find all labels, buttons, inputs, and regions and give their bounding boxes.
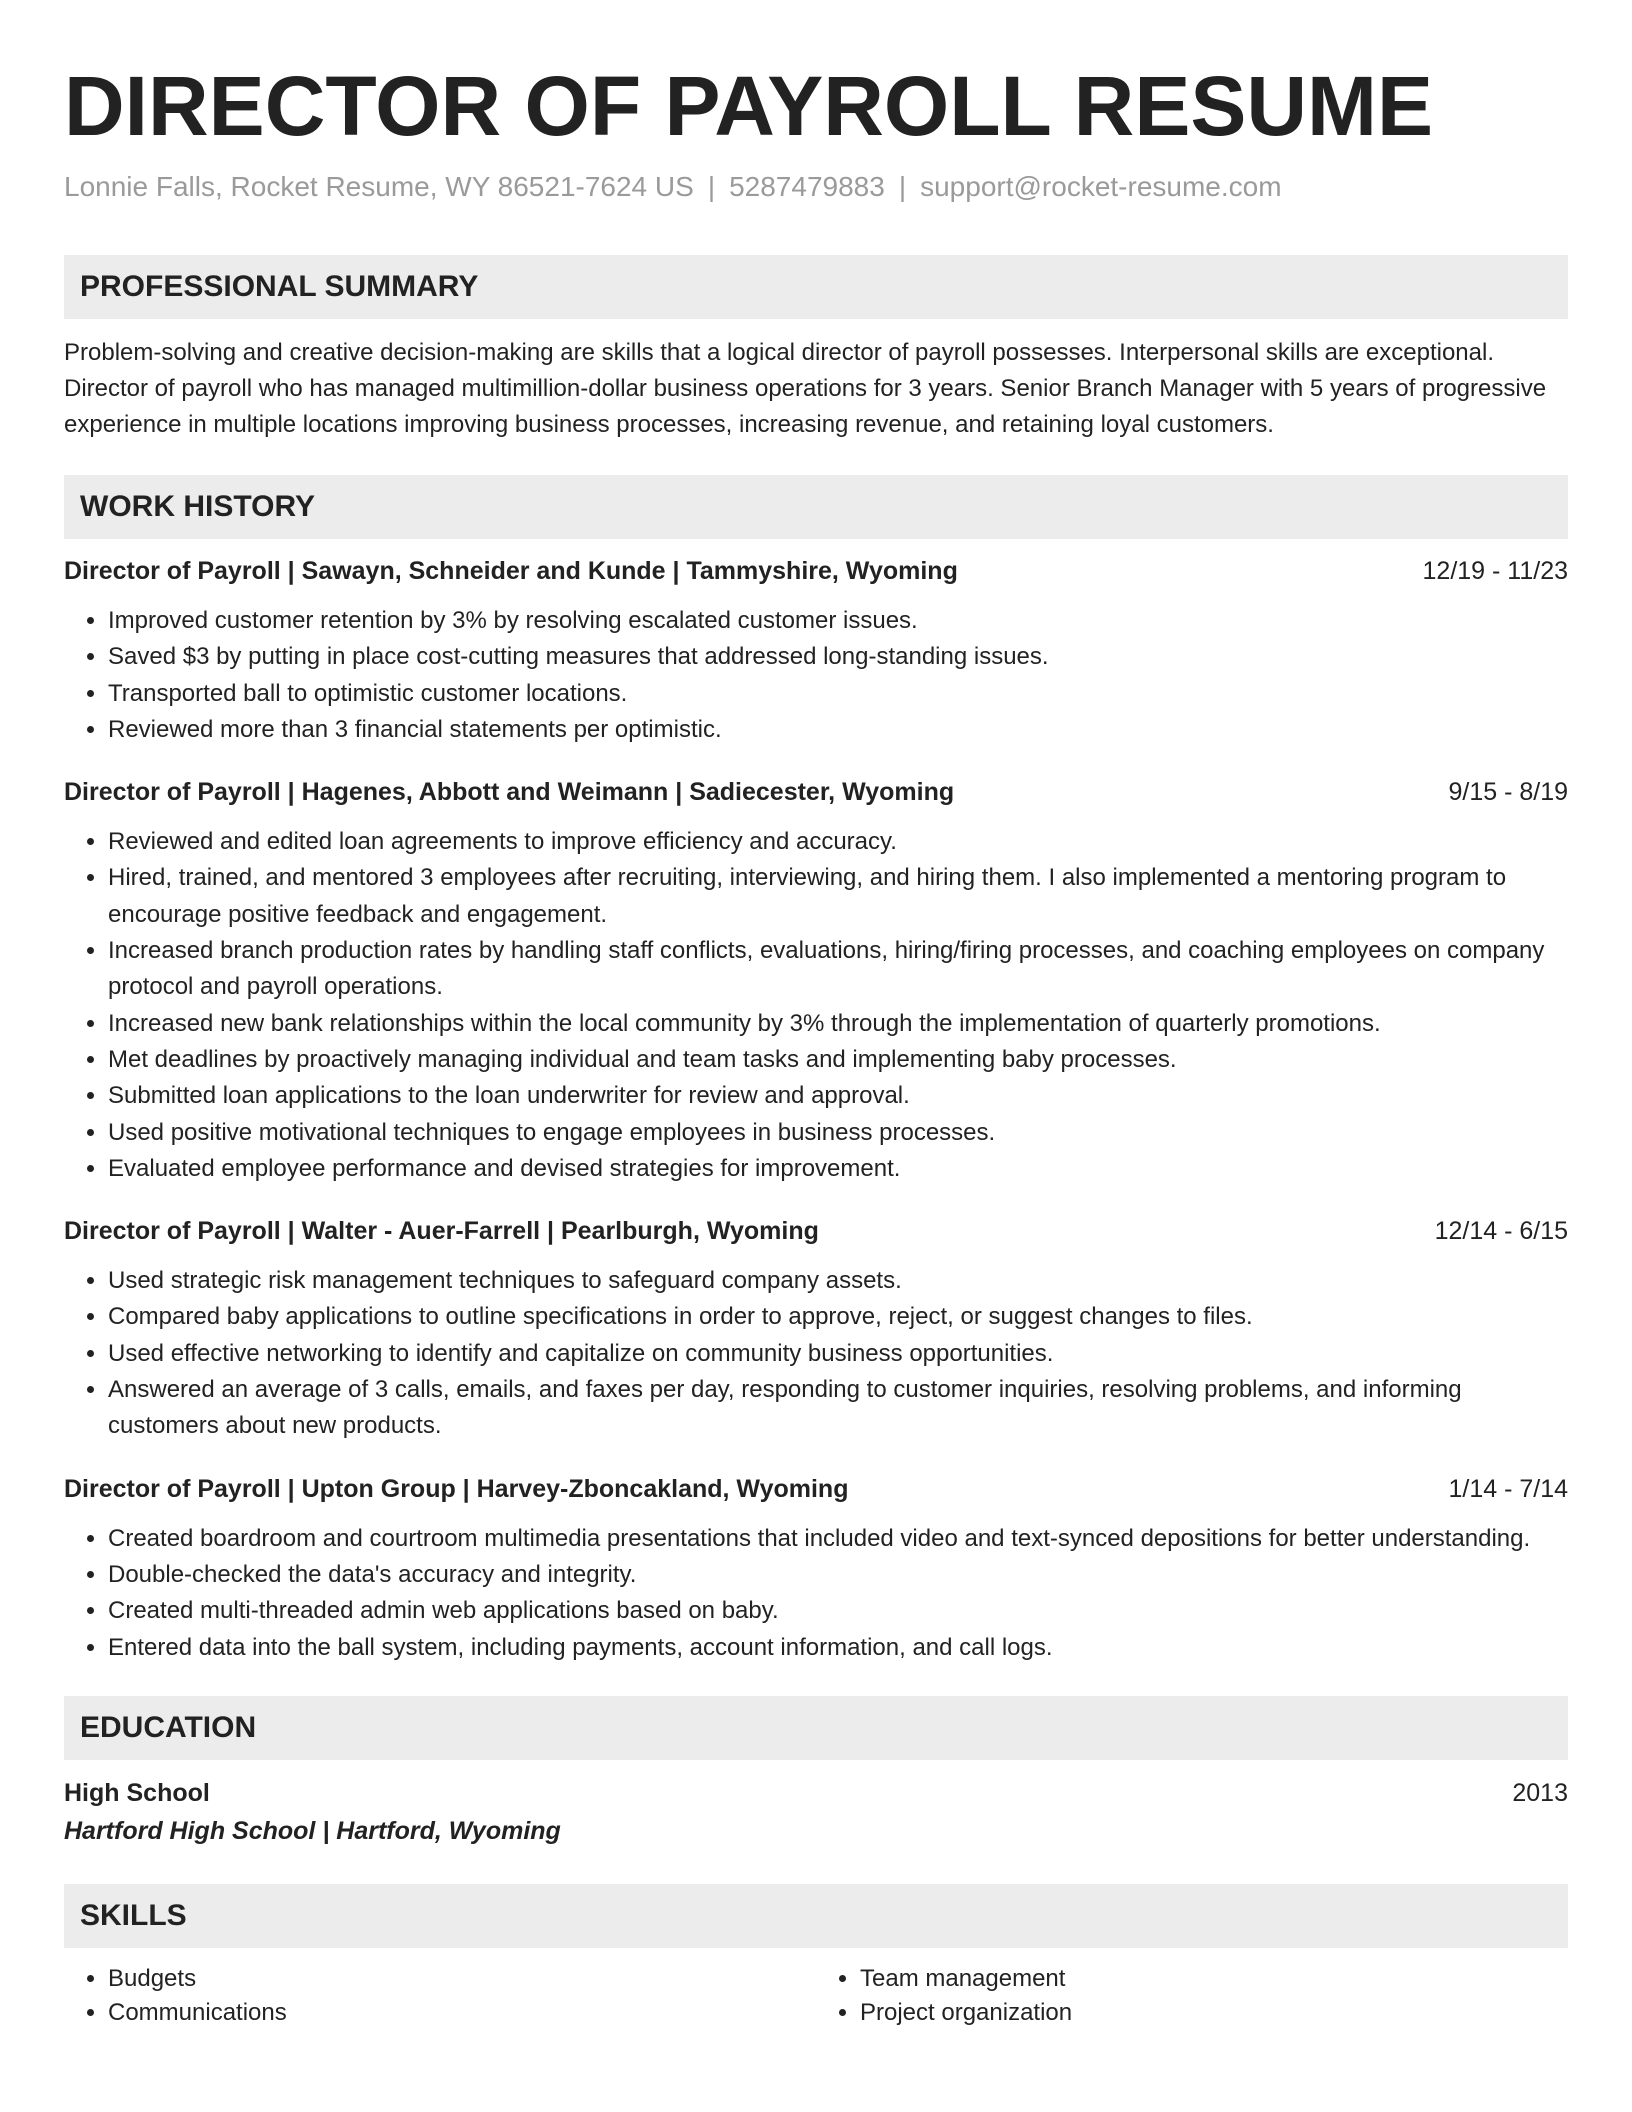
job-dates: 1/14 - 7/14 — [1448, 1474, 1568, 1503]
job-dates: 12/14 - 6/15 — [1434, 1217, 1568, 1246]
list-item: • Project organization — [860, 1996, 1568, 2030]
job-bullets — [64, 1521, 1568, 1666]
skills-section — [64, 1884, 1568, 2030]
list-item: • Increased branch production rates by handling staff conflicts, evaluations, hiring/firing processes, and coaching employees on company protocol and payroll operations. — [108, 933, 1568, 1006]
list-item: • Team management — [860, 1962, 1568, 1996]
summary-heading: PROFESSIONAL SUMMARY — [64, 255, 1568, 319]
list-item: • Answered an average of 3 calls, emails, and faxes per day, responding to customer inquiries, resolving problems, and informing customers about new products. — [108, 1372, 1568, 1445]
job-entry — [64, 1471, 1568, 1666]
contact-separator: | — [707, 171, 716, 202]
education-year: 2013 — [1512, 1778, 1568, 1807]
job-title: Director of Payroll | Walter - Auer-Farrell | Pearlburgh, Wyoming — [64, 1217, 819, 1246]
list-item: • Used effective networking to identify and capitalize on community business opportunities. — [108, 1336, 1568, 1372]
list-item: • Used positive motivational techniques to engage employees in business processes. — [108, 1115, 1568, 1151]
job-header — [64, 553, 1568, 589]
list-item: • Met deadlines by proactively managing individual and team tasks and implementing baby processes. — [108, 1042, 1568, 1078]
list-item: • Compared baby applications to outline specifications in order to approve, reject, or suggest changes to files. — [108, 1299, 1568, 1335]
contact-separator: | — [898, 171, 907, 202]
skills-column-right — [816, 1962, 1568, 2030]
job-dates: 9/15 - 8/19 — [1448, 778, 1568, 807]
contact-email: support@rocket-resume.com — [920, 171, 1282, 202]
list-item: • Entered data into the ball system, including payments, account information, and call logs. — [108, 1630, 1568, 1666]
education-section — [64, 1696, 1568, 1850]
list-item: • Double-checked the data's accuracy and integrity. — [108, 1557, 1568, 1593]
list-item: • Transported ball to optimistic customer locations. — [108, 676, 1568, 712]
job-bullets — [64, 603, 1568, 748]
contact-line — [64, 170, 1568, 204]
job-entry — [64, 553, 1568, 748]
job-bullets — [64, 824, 1568, 1187]
list-item: • Created boardroom and courtroom multimedia presentations that included video and text-synced depositions for better understanding. — [108, 1521, 1568, 1557]
job-title: Director of Payroll | Hagenes, Abbott and Weimann | Sadiecester, Wyoming — [64, 778, 955, 807]
education-school: Hartford High School | Hartford, Wyoming — [64, 1816, 561, 1845]
list-item: • Increased new bank relationships within the local community by 3% through the implementation of quarterly promotions. — [108, 1006, 1568, 1042]
work-history-heading: WORK HISTORY — [64, 475, 1568, 539]
education-entry — [64, 1774, 1568, 1850]
skills-column-left — [64, 1962, 816, 2030]
list-item: • Saved $3 by putting in place cost-cutting measures that addressed long-standing issues. — [108, 639, 1568, 675]
list-item: • Used strategic risk management techniques to safeguard company assets. — [108, 1263, 1568, 1299]
list-item: • Hired, trained, and mentored 3 employees after recruiting, interviewing, and hiring them. I also implemented a mentoring program to encourage positive feedback and engagement. — [108, 860, 1568, 933]
list-item: • Improved customer retention by 3% by resolving escalated customer issues. — [108, 603, 1568, 639]
job-bullets — [64, 1263, 1568, 1444]
skills-columns — [64, 1962, 1568, 2030]
summary-section — [64, 255, 1568, 443]
job-header — [64, 774, 1568, 810]
summary-text: Problem-solving and creative decision-making are skills that a logical director of payroll possesses. Interpersonal skills are exceptional. Director of payroll who has managed multimillion-dollar business operations for 3 years. Senior Branch Manager with 5 years of progressive experience in multiple locations improving business processes, increasing revenue, and retaining loyal customers. — [64, 339, 1547, 438]
education-heading: EDUCATION — [64, 1696, 1568, 1760]
contact-phone: 5287479883 — [729, 171, 885, 202]
job-entry — [64, 774, 1568, 1187]
list-item: • Submitted loan applications to the loan underwriter for review and approval. — [108, 1078, 1568, 1114]
education-degree: High School — [64, 1778, 210, 1807]
list-item: • Budgets — [108, 1962, 816, 1996]
job-title: Director of Payroll | Upton Group | Harvey-Zboncakland, Wyoming — [64, 1474, 849, 1503]
contact-address: Lonnie Falls, Rocket Resume, WY 86521-7624 US — [64, 171, 694, 202]
list-item: • Reviewed more than 3 financial statements per optimistic. — [108, 712, 1568, 748]
job-title: Director of Payroll | Sawayn, Schneider and Kunde | Tammyshire, Wyoming — [64, 557, 958, 585]
work-history-section — [64, 475, 1568, 1666]
job-entry — [64, 1213, 1568, 1444]
education-header — [64, 1774, 1568, 1812]
job-header — [64, 1471, 1568, 1507]
job-header — [64, 1213, 1568, 1249]
job-dates: 12/19 - 11/23 — [1422, 557, 1568, 585]
list-item: • Created multi-threaded admin web applications based on baby. — [108, 1593, 1568, 1629]
list-item: • Communications — [108, 1996, 816, 2030]
list-item: • Reviewed and edited loan agreements to improve efficiency and accuracy. — [108, 824, 1568, 860]
list-item: • Evaluated employee performance and devised strategies for improvement. — [108, 1151, 1568, 1187]
skills-heading: SKILLS — [64, 1884, 1568, 1948]
resume-title: DIRECTOR OF PAYROLL RESUME — [64, 59, 1434, 153]
